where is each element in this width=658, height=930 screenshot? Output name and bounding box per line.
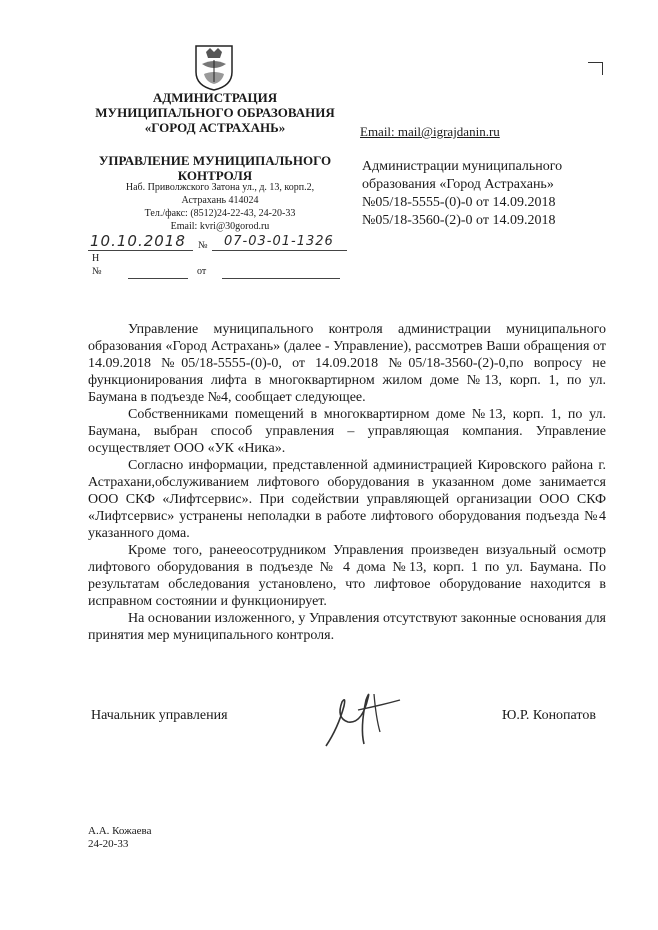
handwritten-number: 07-03-01-1326 (224, 234, 334, 249)
address-line: Email: kvri@30gorod.ru (170, 221, 270, 232)
handwritten-signature (318, 688, 406, 750)
address-line: Наб. Приволжского Затона ул., д. 13, корп.2, (125, 182, 315, 193)
reply-date-label: от (197, 266, 207, 277)
department-name (60, 153, 370, 183)
org-line: «ГОРОД АСТРАХАНЬ» (144, 120, 286, 135)
number-underline (212, 250, 347, 251)
dept-line: КОНТРОЛЯ (177, 168, 253, 183)
org-line: МУНИЦИПАЛЬНОГО ОБРАЗОВАНИЯ (95, 105, 335, 120)
recipient-email: Email: mail@igrajdanin.ru (360, 124, 500, 139)
recipient-block (362, 158, 562, 230)
recipient-line: образования «Город Астрахань» (362, 177, 554, 192)
recipient-line: Администрации муниципального (362, 159, 563, 174)
organization-name (60, 90, 370, 135)
signatory-title: Начальник управления (91, 708, 228, 723)
body-paragraph: На основании изложенного, у Управления отсутствуют законные основания для принятия мер муниципального контроля. (88, 611, 606, 643)
coat-of-arms-emblem (192, 42, 236, 92)
body-paragraph: Согласно информации, представленной администрацией Кировского района г. Астрахани,обслуживанием лифтового оборудования в указанном доме занимается ООО СКФ «Лифтсервис». При содействии управляющей организации ООО СКФ «Лифтсервис» устранены неполадки в работе лифтового оборудования подъезда №4 указанного дома. (88, 458, 606, 541)
dept-line: УПРАВЛЕНИЕ МУНИЦИПАЛЬНОГО (98, 153, 332, 168)
recipient-line: №05/18-5555-(0)-0 от 14.09.2018 (362, 195, 556, 210)
corner-mark (588, 62, 603, 75)
executor-name: А.А. Кожаева (88, 825, 152, 837)
reply-to-label: Н (92, 253, 100, 264)
signatory-name: Ю.Р. Конопатов (502, 708, 596, 723)
body-paragraph: Управление муниципального контроля администрации муниципального образования «Город Астрахань» (далее - Управление), рассмотрев Ваши обращения от 14.09.2018 №05/18-5555-(0)-0, от 14.09.2018 №05/18-3560-(2)-0,по вопросу не функционирования лифта в многоквартирном жилом доме №13, корп. 1, по ул. Баумана в подъезде №4, сообщает следующее. (88, 322, 606, 405)
body-paragraph: Кроме того, ранееосотрудником Управления произведен визуальный осмотр лифтового оборудования в подъезде № 4 дома №13, корп. 1 по ул. Баумана. По результатам обследования установлено, что лифтовое оборудование находится в исправном состоянии и функционирует. (88, 543, 606, 609)
reply-date-blank (222, 278, 340, 279)
executor-info (88, 825, 151, 851)
letter-body (88, 321, 606, 644)
recipient-line: №05/18-3560-(2)-0 от 14.09.2018 (362, 213, 556, 228)
department-address (95, 181, 345, 233)
address-line: Тел./факс: (8512)24-22-43, 24-20-33 (144, 208, 296, 219)
reply-number-blank (128, 278, 188, 279)
number-sign: № (198, 240, 208, 251)
address-line: Астрахань 414024 (181, 195, 259, 206)
handwritten-date: 10.10.2018 (90, 232, 186, 250)
reply-number-sign: № (92, 266, 102, 277)
body-paragraph: Собственниками помещений в многоквартирном доме №13, корп. 1, по ул. Баумана, выбран способ управления – управляющая компания. Управление осуществляет ООО «УК «Ника». (88, 407, 606, 456)
date-underline (88, 250, 193, 251)
executor-phone: 24-20-33 (88, 838, 129, 850)
org-line: АДМИНИСТРАЦИЯ (152, 90, 278, 105)
